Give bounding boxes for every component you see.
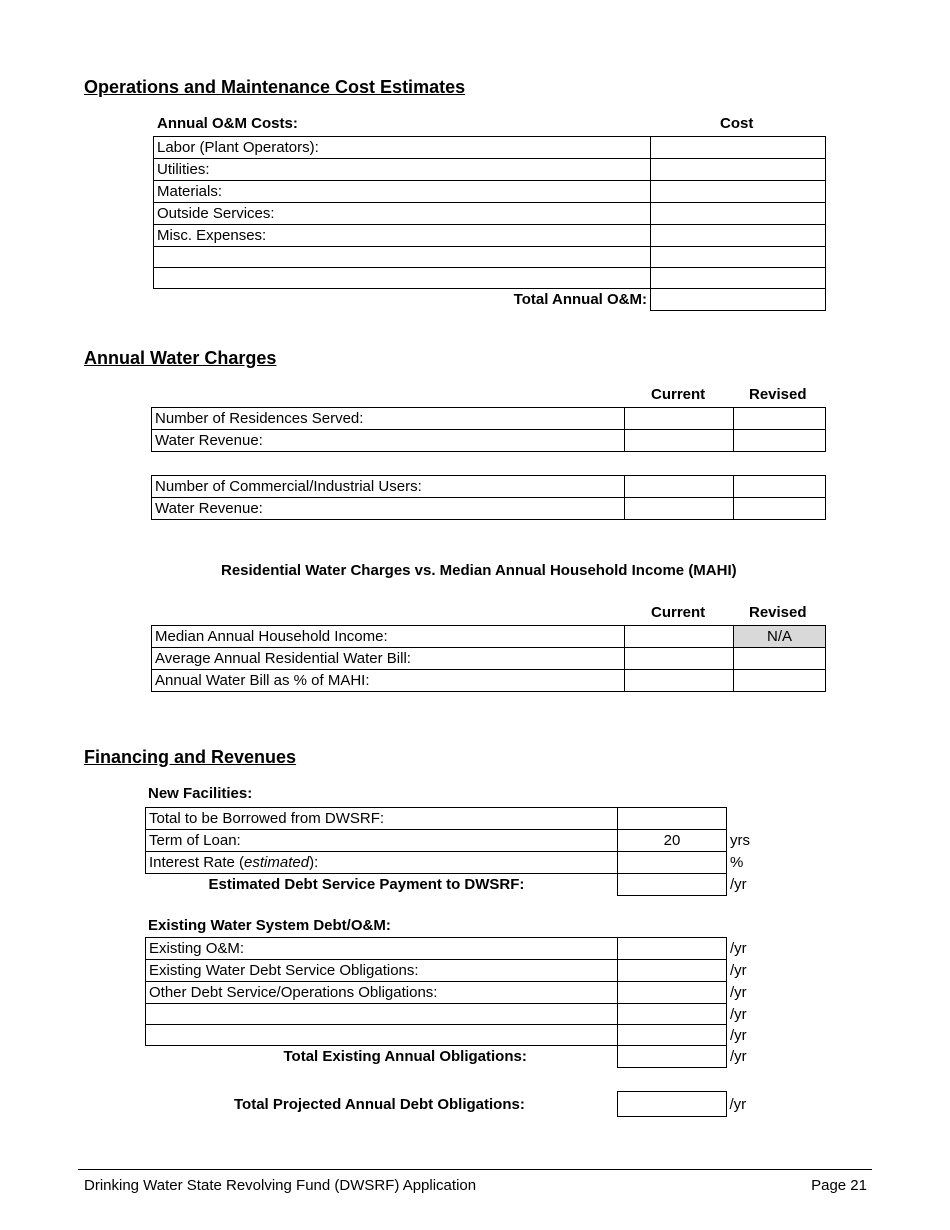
mahi-title: Residential Water Charges vs. Median Annual Household Income (MAHI) [221, 562, 737, 579]
om-cost-cell[interactable] [651, 159, 826, 181]
table-row [154, 289, 826, 311]
revised-cell[interactable] [734, 476, 826, 498]
existing-row-label[interactable] [146, 1025, 618, 1046]
term-unit: yrs [730, 832, 750, 849]
existing-total-cell[interactable] [618, 1046, 727, 1068]
om-row-label: Materials: [154, 181, 651, 203]
per-year-unit: /yr [730, 962, 747, 979]
borrowed-label: Total to be Borrowed from DWSRF: [146, 808, 618, 830]
current-cell[interactable] [625, 498, 734, 520]
current-cell[interactable] [625, 648, 734, 670]
existing-row-label: Existing O&M: [146, 938, 618, 960]
mahi-row-label: Average Annual Residential Water Bill: [152, 648, 625, 670]
projected-cell[interactable] [617, 1092, 726, 1117]
om-section-title: Operations and Maintenance Cost Estimates [84, 77, 466, 97]
commercial-row-label: Water Revenue: [152, 498, 625, 520]
interest-label-prefix: Interest Rate ( [149, 854, 245, 871]
om-row-label: Labor (Plant Operators): [154, 137, 651, 159]
om-header-label: Annual O&M Costs: [157, 115, 298, 132]
interest-label [146, 852, 618, 874]
table-row [154, 137, 826, 159]
term-label: Term of Loan: [146, 830, 618, 852]
table-row [152, 670, 826, 692]
om-total-cell[interactable] [651, 289, 826, 311]
per-year-unit: /yr [730, 1047, 747, 1065]
table-row [152, 498, 826, 520]
residential-row-label: Water Revenue: [152, 430, 625, 452]
revised-cell[interactable] [734, 430, 826, 452]
table-row [146, 938, 756, 960]
om-cost-cell[interactable] [651, 137, 826, 159]
revised-cell[interactable] [734, 670, 826, 692]
projected-unit: /yr [729, 1095, 747, 1113]
borrowed-cell[interactable] [618, 808, 727, 830]
om-row-label: Utilities: [154, 159, 651, 181]
term-value-cell[interactable]: 20 [618, 830, 727, 852]
revised-cell[interactable] [734, 408, 826, 430]
projected-label: Total Projected Annual Debt Obligations: [234, 1095, 525, 1113]
om-cost-cell[interactable] [651, 268, 826, 289]
current-cell[interactable] [625, 476, 734, 498]
table-row [146, 1046, 756, 1068]
existing-value-cell[interactable] [618, 1025, 727, 1046]
existing-value-cell[interactable] [618, 960, 727, 982]
interest-unit: % [730, 854, 744, 871]
table-row [146, 1004, 756, 1025]
table-row [146, 830, 756, 852]
residential-row-label: Number of Residences Served: [152, 408, 625, 430]
footer-divider [78, 1169, 872, 1170]
payment-unit: /yr [730, 875, 747, 893]
om-row-label[interactable] [154, 268, 651, 289]
table-row [154, 181, 826, 203]
existing-row-label: Other Debt Service/Operations Obligations: [146, 982, 618, 1004]
revised-cell[interactable] [734, 498, 826, 520]
per-year-unit: /yr [730, 984, 747, 1001]
na-cell: N/A [734, 626, 826, 648]
table-row [146, 982, 756, 1004]
per-year-unit: /yr [730, 1005, 747, 1023]
table-row [152, 648, 826, 670]
mahi-col-current: Current [651, 604, 706, 621]
table-row [146, 808, 756, 830]
interest-label-italic: estimated [244, 854, 310, 871]
om-cost-cell[interactable] [651, 181, 826, 203]
table-row [154, 203, 826, 225]
existing-debt-label: Existing Water System Debt/O&M: [148, 917, 391, 934]
om-row-label: Misc. Expenses: [154, 225, 651, 247]
payment-label: Estimated Debt Service Payment to DWSRF: [208, 876, 525, 893]
current-cell[interactable] [625, 408, 734, 430]
table-row [146, 852, 756, 874]
current-cell[interactable] [625, 430, 734, 452]
water-section-title: Annual Water Charges [84, 348, 277, 368]
current-cell[interactable] [625, 626, 734, 648]
existing-value-cell[interactable] [618, 982, 727, 1004]
interest-cell[interactable] [618, 852, 727, 874]
om-cost-cell[interactable] [651, 247, 826, 268]
table-row [154, 159, 826, 181]
mahi-table [151, 625, 826, 692]
new-facilities-table [145, 807, 756, 896]
table-row [146, 1025, 756, 1046]
om-row-label[interactable] [154, 247, 651, 268]
per-year-unit: /yr [730, 940, 747, 957]
mahi-row-label: Annual Water Bill as % of MAHI: [152, 670, 625, 692]
residential-table [151, 407, 826, 452]
revised-cell[interactable] [734, 648, 826, 670]
page-number: Page 21 [811, 1177, 867, 1194]
mahi-row-label: Median Annual Household Income: [152, 626, 625, 648]
om-row-label: Outside Services: [154, 203, 651, 225]
table-row [152, 626, 826, 648]
current-cell[interactable] [625, 670, 734, 692]
water-col-current: Current [651, 386, 706, 403]
commercial-table [151, 475, 826, 520]
table-row [146, 960, 756, 982]
table-row [152, 476, 826, 498]
table-row [152, 430, 826, 452]
new-facilities-label: New Facilities: [148, 785, 253, 802]
financing-section-title: Financing and Revenues [84, 747, 297, 767]
existing-debt-table [145, 937, 756, 1068]
commercial-row-label: Number of Commercial/Industrial Users: [152, 476, 625, 498]
om-cost-cell[interactable] [651, 225, 826, 247]
existing-total-label: Total Existing Annual Obligations: [283, 1048, 527, 1065]
interest-label-suffix: ): [309, 854, 319, 871]
table-row [152, 408, 826, 430]
water-col-revised: Revised [749, 386, 807, 403]
om-cost-table [153, 136, 826, 311]
existing-value-cell[interactable] [618, 1004, 727, 1025]
existing-value-cell[interactable] [618, 938, 727, 960]
table-row [146, 874, 756, 896]
payment-cell[interactable] [618, 874, 727, 896]
per-year-unit: /yr [730, 1026, 747, 1044]
existing-row-label: Existing Water Debt Service Obligations: [146, 960, 618, 982]
footer-title: Drinking Water State Revolving Fund (DWSRF) Application [84, 1177, 477, 1194]
projected-table [145, 1091, 755, 1117]
om-total-label: Total Annual O&M: [513, 291, 647, 308]
table-row [154, 225, 826, 247]
table-row [154, 247, 826, 268]
table-row [154, 268, 826, 289]
table-row [145, 1092, 755, 1117]
mahi-col-revised: Revised [749, 604, 807, 621]
existing-row-label[interactable] [146, 1004, 618, 1025]
om-header-cost: Cost [720, 115, 754, 132]
om-cost-cell[interactable] [651, 203, 826, 225]
